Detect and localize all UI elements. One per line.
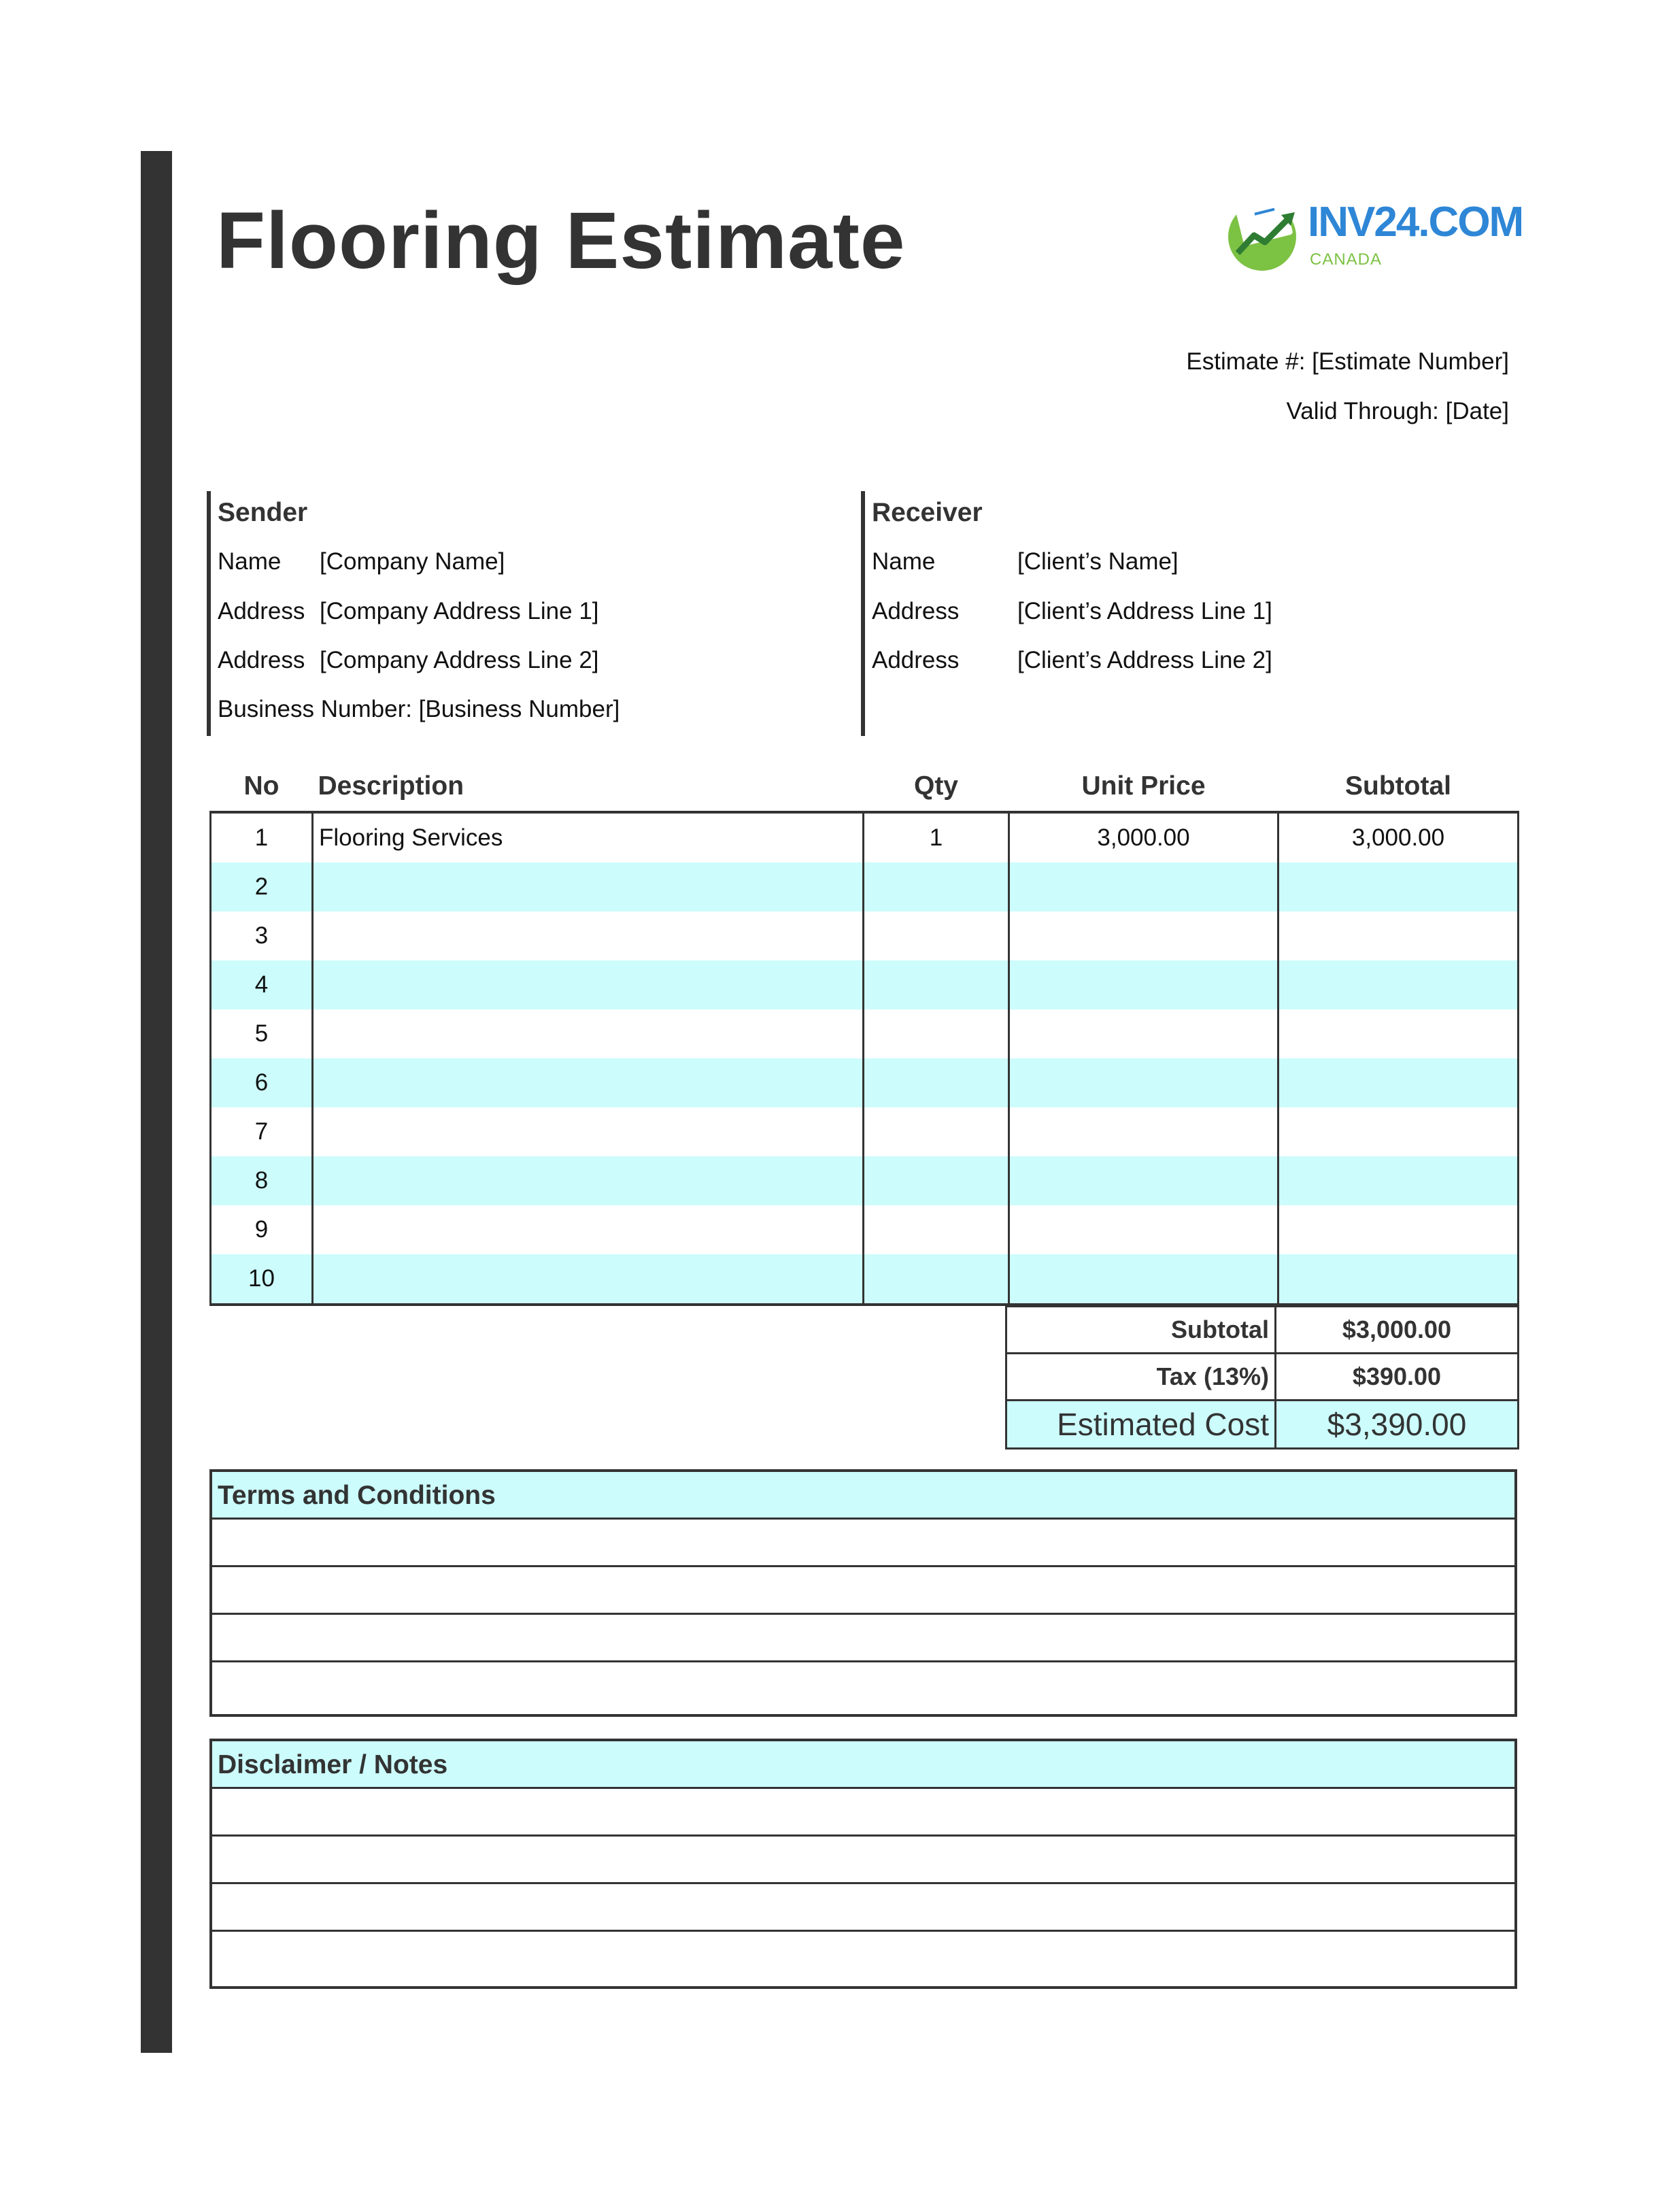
column-header-no: No	[211, 762, 313, 812]
sender-name-row	[218, 548, 505, 575]
cell-no: 9	[211, 1205, 313, 1254]
cell-subtotal	[1278, 1205, 1519, 1254]
tax-value: $390.00	[1276, 1354, 1519, 1401]
table-row	[211, 1058, 1519, 1107]
sender-address2-label: Address	[218, 647, 305, 673]
cell-description	[313, 960, 864, 1009]
subtotal-value: $3,000.00	[1276, 1307, 1519, 1354]
cell-qty	[864, 862, 1009, 911]
cell-subtotal	[1278, 1254, 1519, 1305]
cell-unit-price	[1009, 911, 1278, 960]
sender-name-value: [Company Name]	[320, 548, 505, 575]
notes-line[interactable]	[212, 1789, 1514, 1837]
terms-line[interactable]	[212, 1520, 1514, 1567]
cell-unit-price	[1009, 1205, 1278, 1254]
cell-description	[313, 1058, 864, 1107]
terms-line[interactable]	[212, 1662, 1514, 1710]
cell-no: 10	[211, 1254, 313, 1305]
estimated-cost-label: Estimated Cost	[1006, 1401, 1276, 1449]
table-row	[211, 862, 1519, 911]
cell-unit-price	[1009, 960, 1278, 1009]
column-header-unit-price: Unit Price	[1009, 762, 1278, 812]
subtotal-row	[1006, 1307, 1519, 1354]
sender-address2-row	[218, 647, 599, 674]
cell-no: 8	[211, 1156, 313, 1205]
estimate-number: Estimate #: [Estimate Number]	[1186, 348, 1509, 375]
sender-address1-label: Address	[218, 598, 305, 624]
cell-description	[313, 1254, 864, 1305]
sender-business-number: Business Number: [Business Number]	[218, 696, 620, 722]
terms-title: Terms and Conditions	[212, 1472, 1514, 1520]
receiver-address1-row	[872, 598, 1272, 625]
table-row	[211, 1254, 1519, 1305]
cell-description	[313, 911, 864, 960]
cell-qty	[864, 1156, 1009, 1205]
table-row	[211, 1156, 1519, 1205]
cell-unit-price	[1009, 1254, 1278, 1305]
cell-unit-price: 3,000.00	[1009, 812, 1278, 862]
valid-through: Valid Through: [Date]	[1286, 398, 1509, 424]
cell-qty	[864, 911, 1009, 960]
sender-name-label: Name	[218, 548, 282, 575]
cell-subtotal	[1278, 960, 1519, 1009]
cell-description	[313, 1156, 864, 1205]
document-title: Flooring Estimate	[216, 196, 906, 286]
receiver-address2-value: [Client’s Address Line 2]	[1017, 647, 1272, 673]
totals-table	[1005, 1305, 1519, 1449]
receiver-title: Receiver	[872, 498, 983, 527]
table-row	[211, 812, 1519, 862]
table-row	[211, 911, 1519, 960]
cell-subtotal	[1278, 1156, 1519, 1205]
cell-subtotal	[1278, 1058, 1519, 1107]
table-row	[211, 960, 1519, 1009]
table-header-row	[211, 762, 1519, 812]
logo-wordmark: INV24.COM	[1308, 199, 1523, 246]
cell-unit-price	[1009, 1058, 1278, 1107]
cell-qty	[864, 1009, 1009, 1058]
receiver-address2-row	[872, 647, 1272, 674]
notes-line[interactable]	[212, 1884, 1514, 1932]
estimated-cost-row	[1006, 1401, 1519, 1449]
cell-qty	[864, 1254, 1009, 1305]
terms-section	[209, 1469, 1517, 1717]
cell-no: 6	[211, 1058, 313, 1107]
line-items-table	[209, 762, 1519, 1306]
cell-no: 5	[211, 1009, 313, 1058]
table-row	[211, 1107, 1519, 1156]
column-header-subtotal: Subtotal	[1278, 762, 1519, 812]
cell-subtotal	[1278, 1009, 1519, 1058]
cell-subtotal: 3,000.00	[1278, 812, 1519, 862]
cell-description	[313, 862, 864, 911]
cell-description	[313, 1107, 864, 1156]
cell-qty	[864, 960, 1009, 1009]
sender-address2-value: [Company Address Line 2]	[320, 647, 599, 673]
notes-title: Disclaimer / Notes	[212, 1741, 1514, 1789]
terms-line[interactable]	[212, 1567, 1514, 1615]
cell-description	[313, 1205, 864, 1254]
terms-line[interactable]	[212, 1615, 1514, 1662]
cell-subtotal	[1278, 1107, 1519, 1156]
sender-block	[207, 491, 823, 736]
sender-address1-value: [Company Address Line 1]	[320, 598, 599, 624]
side-accent-bar	[141, 151, 172, 2053]
cell-qty	[864, 1205, 1009, 1254]
cell-no: 3	[211, 911, 313, 960]
cell-description	[313, 1009, 864, 1058]
column-header-description: Description	[313, 762, 864, 812]
tax-row	[1006, 1354, 1519, 1401]
sender-title: Sender	[218, 498, 308, 527]
cell-unit-price	[1009, 1107, 1278, 1156]
cell-subtotal	[1278, 862, 1519, 911]
receiver-name-value: [Client’s Name]	[1017, 548, 1179, 575]
cell-subtotal	[1278, 911, 1519, 960]
cell-no: 1	[211, 812, 313, 862]
cell-unit-price	[1009, 1009, 1278, 1058]
cell-no: 7	[211, 1107, 313, 1156]
cell-description: Flooring Services	[313, 812, 864, 862]
cell-no: 2	[211, 862, 313, 911]
cell-no: 4	[211, 960, 313, 1009]
receiver-block	[861, 491, 1477, 736]
receiver-name-row	[872, 548, 1179, 575]
column-header-qty: Qty	[864, 762, 1009, 812]
subtotal-label: Subtotal	[1006, 1307, 1276, 1354]
invoice-arrow-logo-icon	[1223, 192, 1304, 273]
cell-qty	[864, 1107, 1009, 1156]
notes-line[interactable]	[212, 1932, 1514, 1979]
cell-qty	[864, 1058, 1009, 1107]
receiver-name-label: Name	[872, 548, 936, 575]
sender-address1-row	[218, 598, 599, 625]
tax-label: Tax (13%)	[1006, 1354, 1276, 1401]
notes-section	[209, 1739, 1517, 1989]
cell-qty: 1	[864, 812, 1009, 862]
receiver-address2-label: Address	[872, 647, 960, 673]
receiver-address1-label: Address	[872, 598, 960, 624]
estimated-cost-value: $3,390.00	[1276, 1401, 1519, 1449]
cell-unit-price	[1009, 862, 1278, 911]
company-logo	[1223, 192, 1523, 280]
notes-line[interactable]	[212, 1837, 1514, 1884]
receiver-address1-value: [Client’s Address Line 1]	[1017, 598, 1272, 624]
cell-unit-price	[1009, 1156, 1278, 1205]
table-row	[211, 1205, 1519, 1254]
table-row	[211, 1009, 1519, 1058]
logo-subtitle: CANADA	[1310, 250, 1383, 269]
